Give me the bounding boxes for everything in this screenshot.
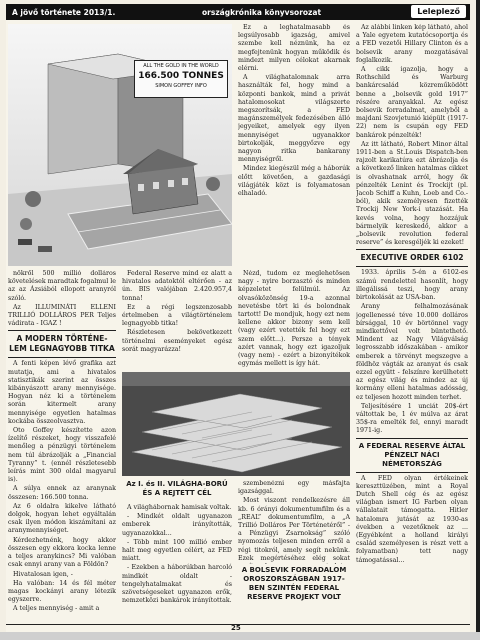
gold-bars-illustration <box>122 372 350 476</box>
page-number: 25 <box>231 624 241 632</box>
bottom-strip <box>0 632 480 640</box>
gold-bars-photo <box>122 372 350 476</box>
col2-paragraph: Federal Reserve mind ez alatt a hivatalos adatoktól eltérően - az ún. BIS valójában 2.420.957,4 tonna! <box>122 270 232 302</box>
column-1 <box>8 270 116 622</box>
column-2-bottom <box>122 504 232 622</box>
section-heading-modern-history: A MODERN TÖRTÉNE-LEM LEGNAGYOBB TITKA <box>9 334 115 354</box>
section-heading-executive-order: EXECUTIVE ORDER 6102 <box>360 253 464 263</box>
gold-tonnage-sign <box>134 60 228 98</box>
col3-paragraph: Mindez kiegészül még a háborúk előtt követően, a gazdasági világjáték közt is folyamatosan elhaladó. <box>238 165 350 198</box>
col2-paragraph: - Ezekben a háborúkban harcoló mindkét oldalt - tengelyhatalmakat és szövetségeseket ugyanazon erők, nemzetközi bankárok irányítottak. <box>122 564 232 605</box>
divider <box>356 266 468 267</box>
col3-paragraph: Most viszont rendelkezésre áll kb. 6 órányi dokumentumfilm és a „REAL” dokumentumfilm, a „A Trillió Dolláros Per Történetéről” - a Pénzügyi Zsarnokság” szóló nyomozás teljesen minden erről a régi titokról, amely segít nekünk. Ezek megértéséhez elég sokat <box>238 497 350 562</box>
section-heading-bolshevik: A BOLSEVIK FORRADALOM OROSZORSZÁGBAN 1917-BEN SZINTÉN FEDERAL RESERVE PROJEKT VOLT <box>241 566 347 601</box>
col1-paragraph: Kérdezhetnénk, hogy akkor összesen egy ekkora kocka lenne a teljes aranykincs? Mi valóban csak ennyi arany van a Földön? <box>8 536 116 569</box>
col2-paragraph: - Több mint 100 millió ember halt meg egyetlen célért, az FED miatt. <box>122 538 232 563</box>
col1-paragraph: A teljes mennyiség - amit a <box>13 605 100 613</box>
col3-paragraph: A világhatalomnak arra használták fel, hogy mind a központi bankok, mind a privát hatalomosokat világszerte megszorítsák, a FED magánszemélyek fedezésében álló jegyeiket, amelyek egy ilyen mennyiséget ugyanakkor birtokolják, meggyőzve egy nagyon ritka bankarany mennyiségről. <box>238 74 350 164</box>
series-title: A jövő története 2013/1. <box>12 8 116 17</box>
column-4 <box>356 24 468 622</box>
col4-paragraph: Az itt látható, Robert Minor által 1911-ben a St.Louis Dispatch-ben rajzolt karikatúra ezt ábrázolja és a következő linken hatalmas cikket is olvashatnak arról, hogy ők pénzelték Lenint és Trockijt (pl. Jacob Schiff a Kuhn, Loeb and Co.-ból), akik személyesen fizették Trockij New York-i utazását. Ha kevés volna, hogy hozzájuk bármelyik kereskedő, akkor a „bolsevik revolution federal reserve” és keresgéljék ki ezeket! <box>356 140 468 247</box>
column-3-top <box>238 24 350 264</box>
sign-line-2: 166.500 TONNES <box>138 71 224 81</box>
col3-paragraph: szembenézni egy másfajta igazsággal. <box>238 480 350 496</box>
divider <box>356 249 468 250</box>
col1-paragraph: Hivatalosan igen, - <box>13 570 73 578</box>
col1-paragraph: A súlya ennek az aranynak összesen: 166.500 tonna. <box>8 485 116 501</box>
col2-paragraph: - Mindkét oldalt ugyanazon emberek irányították, ugyanazokkal... <box>122 513 232 537</box>
divider <box>356 472 468 473</box>
divider <box>356 438 468 439</box>
section-label: Leleplező <box>411 5 466 18</box>
col4-paragraph: Teljesítésére 1 unciát 20$-ért váltottak be, 1 év múlva az árat 35$-ra emelték fel, ennyi maradt 1971-ig. <box>356 402 468 435</box>
col4-paragraph: Arany felhalmozásának jogellenessé téve 10.000 dolláros bírsággal, 10 év börtönnel vagy mindkettővel volt büntethető. Mindent az Nagy Világválság legrosszabb időszakában - amikor emberek a törvényt megszegve a földhöz vágták az aranyat és csak ezzel együtt - felszínre kerülhetett az egész világ és mindez az új kormány elleni hatalmas adósság, ez teljesen hozott minden terhet. <box>356 303 468 401</box>
sign-line-3: SIMON GOFFEY INFO <box>155 83 207 89</box>
col4-paragraph: A cikk igazolja, hogy a Rothschild és Warburg bankárcsalád közreműködött benne a „bolsevik gold 1917” részére aranyakkal. Az egész bolsevik forradalmat, amelyből a majdani Szovjetunió kiépült (1917-22) nem is csupán egy FED bankárok pénzelték! <box>356 66 468 139</box>
section-heading-federal-reserve-nazi: A FEDERAL RESERVE ÁLTAL PÉNZELT NÁCI NÉMETORSZÁG <box>358 441 466 468</box>
column-2-top <box>122 270 232 366</box>
divider <box>8 357 116 358</box>
sign-line-1: ALL THE GOLD IN THE WORLD <box>143 63 219 69</box>
col1-paragraph: A fenti képen lévő grafika azt mutatja, ami a hivatalos statisztikák szerint az összes kibányászott arany mennyisége. Hogyan néz ki a történelem során kitermelt arany mennyisége egyetlen hatalmas kockába összeolvasztva. <box>8 360 116 425</box>
col4-paragraph: Az alábbi linken kép látható, ahol a Yale egyetem kutatócsoportja és a FED vezetői Hillary Clinton és a bolsevik arany mozgatásával foglalkozik. <box>356 24 468 64</box>
col2-paragraph: Részletesen bekövetkezett történelmi eseményeket egész sorát magyarázza! <box>122 329 232 353</box>
column-3-middle <box>238 270 350 368</box>
col3-paragraph: Nézd, tudom ez meglehetősen nagy - nyire borzasztó és minden képzeletet felülmúl. Az olvasóközönség 19-a azonnal nevetésbe tört ki és bolondnak tartott! De mondjuk, hogy ezt nem kellene akkor bizony sem kell (vagy ezért vetették fel hogy ezt szem előtt...). Persze a tények azért vannak, hogy ezt igazoljuk (vagy nem) - ezért a bizonyítékok egymás mellett is így hát. <box>238 270 350 368</box>
page-footer <box>6 624 470 632</box>
divider <box>8 330 116 331</box>
col1-paragraph: nőkről 500 millió dolláros követelések maradtak fogalmul le az az Ázsiából ellopott aranyról szóló. <box>8 270 116 302</box>
col2-paragraph: A világhábornak hamisak voltak. <box>127 504 232 511</box>
page-edge-shadow <box>476 0 480 640</box>
col1-paragraph: Ha valóban: 14 és fél méter magas kockányi arany létezik egyszerre. <box>8 579 116 604</box>
col2-paragraph: Ez a régi legszenzosabb értelmeben a világtörténelem legnagyobb titka! <box>122 303 232 328</box>
series-subtitle: országkrónika könyvsorozat <box>202 8 322 17</box>
col1-paragraph: Az 6 oldalra kikelve látható dolgok, hogyan lehet egyáltalán csak ilyen módon kiszámítani az aranymennyiséget. <box>8 502 116 535</box>
col1-paragraph: Oto Goffey készítette azon ízelítő részeket, hogy visszafelé menőleg a pénzügyi történelem nem túl ábrázolják a „Financial Tyranny” t. (ennél részletesebb leírás mint 300 oldal magyarul is). <box>8 427 116 484</box>
col1-paragraph: Az ILLUMINÁTI ELLENI TRILLIÓ DOLLÁROS PER Teljes vádirata - IGAZ ! <box>8 303 116 328</box>
col4-paragraph: A FED olyan értékeinek kereszttüzében, mint a Royal Dutch Shell cég és az egész világban ismert IG Farben olyan vállalatait támogatta. Hitler hatalomra jutását az 1930-as években a vezetőknek az ... (Egyébként a holland királyi család személyesen is részt vett a folyamatban) tett nagy támogatással... <box>356 474 468 564</box>
magazine-page <box>6 4 470 632</box>
page-header <box>6 4 470 20</box>
col4-paragraph: 1933. április 5-én a 6102-es számú rendelettel hasonlít, hogy illegálissá teszi, hogy arany birtokolását az USA-ban. <box>356 269 468 302</box>
section-heading-world-wars: Az I. és II. VILÁGHA-BORÚ ÉS A REJTETT CÉL <box>126 480 228 497</box>
column-3-bottom <box>238 480 350 564</box>
col3-paragraph: Ez a leghatalmasabb és legsúlyosabb igazság, amivel szembe kell néznünk, ha ez megfejtenünk hogyan működik és mindezt milyen célokat akarnak elérni. <box>238 24 350 73</box>
